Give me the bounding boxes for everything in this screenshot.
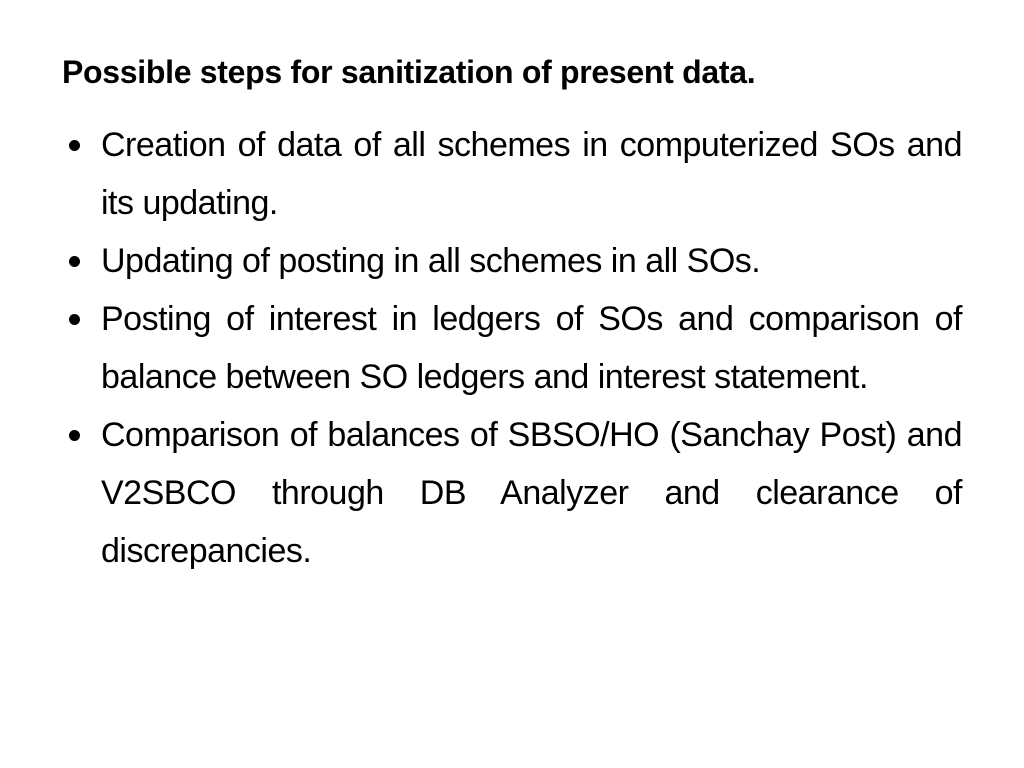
bullet-item <box>62 290 962 406</box>
bullet-text: Comparison of balances of SBSO/HO (Sanchay Post) and V2SBCO through DB Analyzer and clearance of discrepancies. <box>101 416 962 570</box>
bullet-dot-icon <box>69 140 80 151</box>
bullet-text: Updating of posting in all schemes in all SOs. <box>101 242 761 280</box>
bullet-dot-icon <box>69 314 80 325</box>
bullet-dot-icon <box>69 430 80 441</box>
bullet-list <box>62 116 962 580</box>
bullet-item <box>62 406 962 580</box>
bullet-item <box>62 116 962 232</box>
bullet-item <box>62 232 962 290</box>
bullet-dot-icon <box>69 256 80 267</box>
bullet-text: Creation of data of all schemes in computerized SOs and its updating. <box>101 126 962 222</box>
bullet-text: Posting of interest in ledgers of SOs and comparison of balance between SO ledgers and interest statement. <box>101 300 962 396</box>
slide-title: Possible steps for sanitization of present data. <box>62 54 756 90</box>
